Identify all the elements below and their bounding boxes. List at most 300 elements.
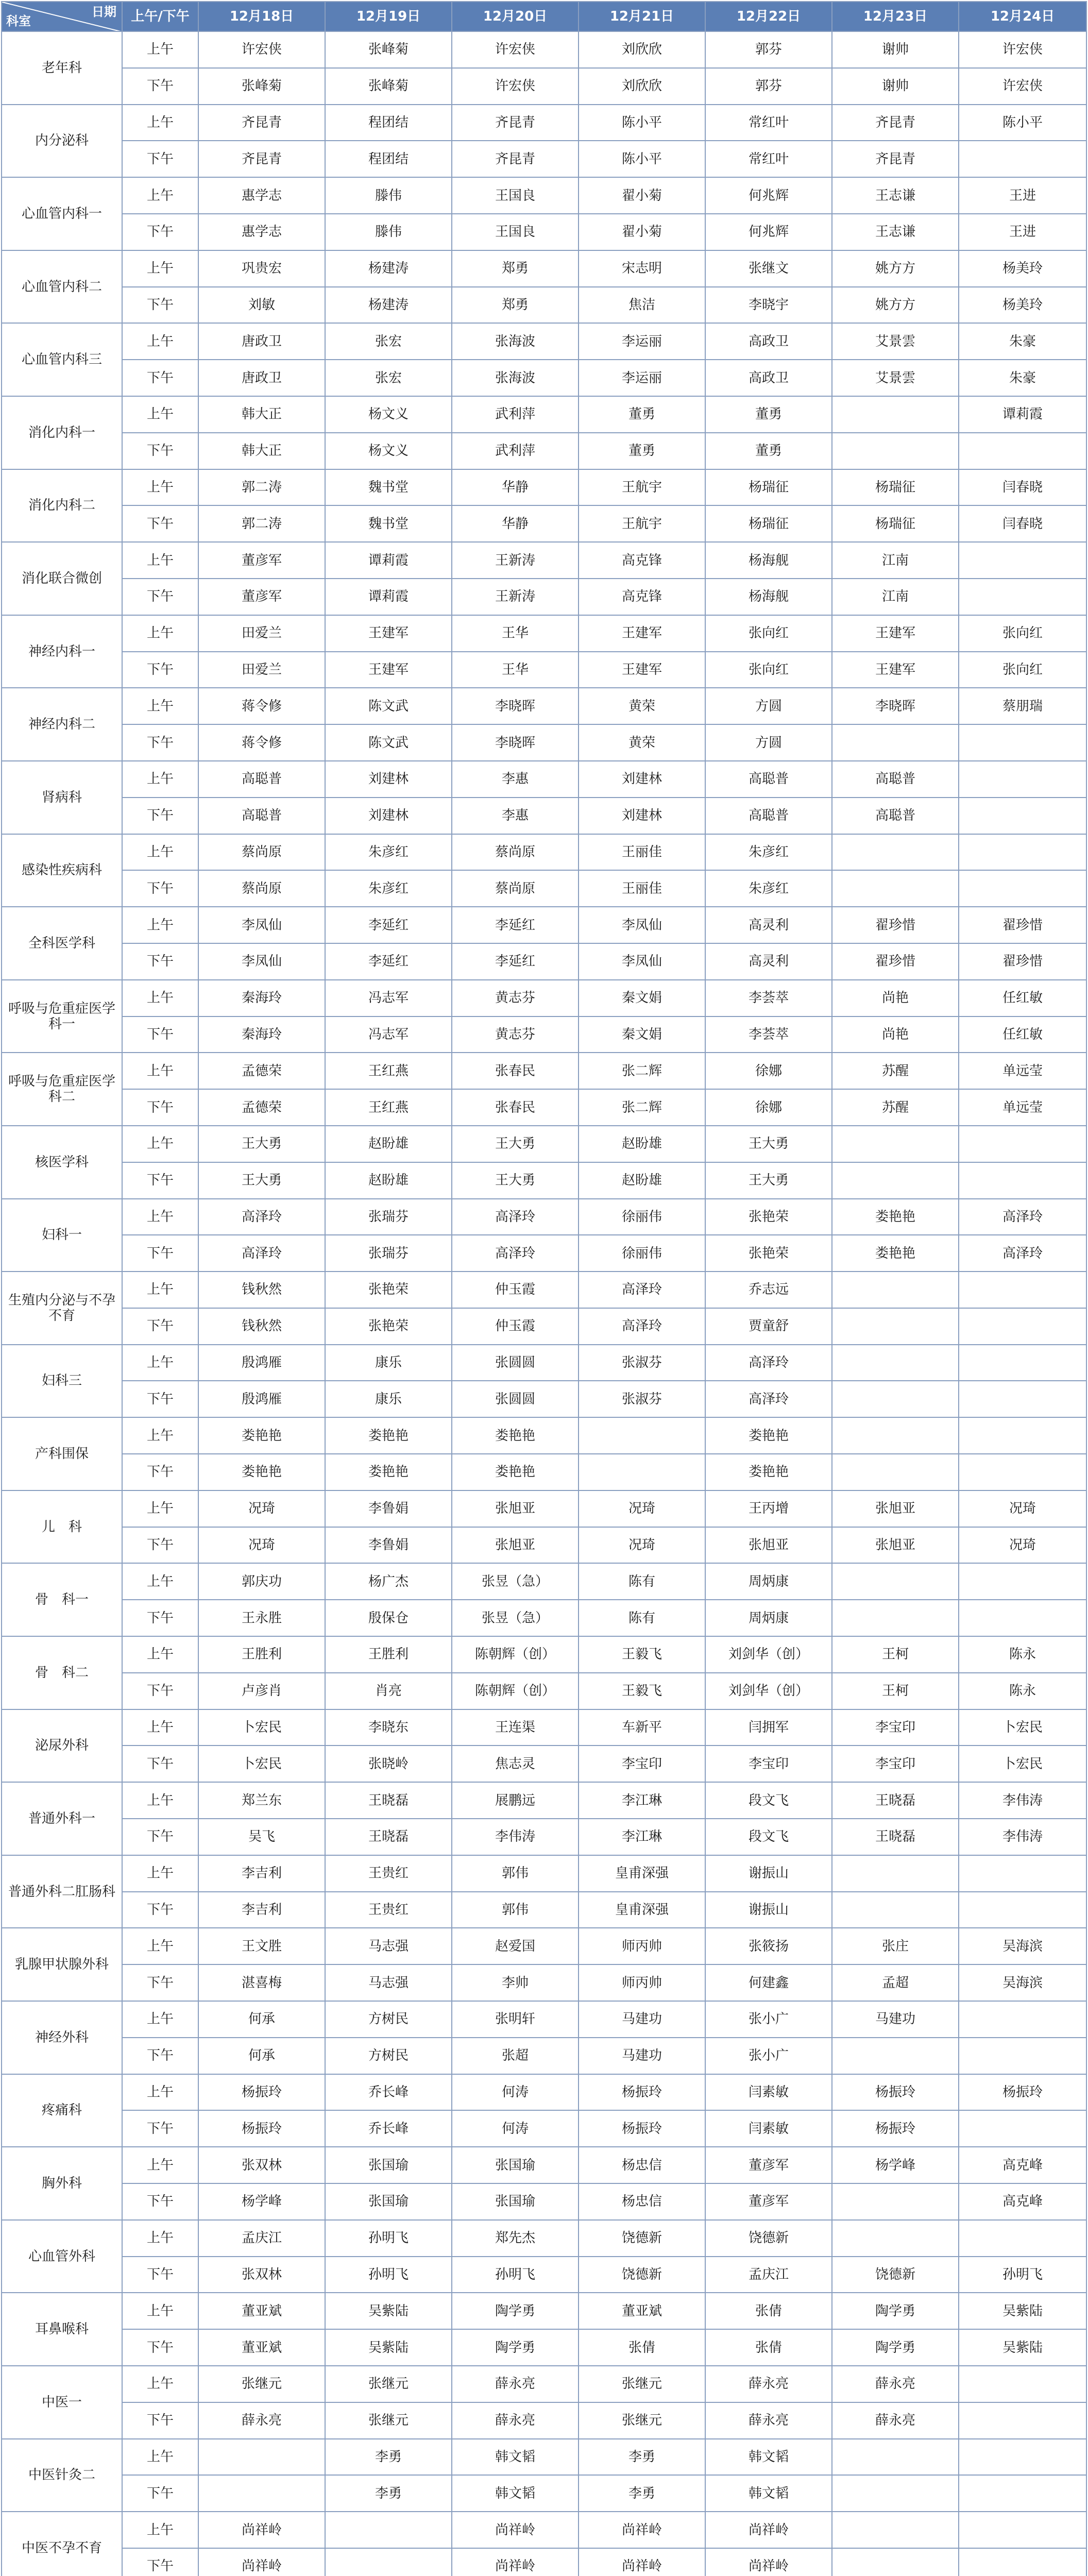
shift-label: 下午	[122, 1673, 198, 1709]
doctor-cell: 卜宏民	[959, 1709, 1086, 1746]
pm-row	[2, 2038, 1086, 2074]
doctor-cell: 尚祥岭	[705, 2548, 832, 2576]
doctor-cell: 李惠	[452, 798, 579, 834]
doctor-cell: 张艳荣	[325, 1308, 452, 1345]
doctor-cell	[832, 1563, 959, 1600]
doctor-cell: 张继元	[579, 2366, 705, 2402]
doctor-cell	[832, 2220, 959, 2257]
doctor-cell: 赵盼雄	[325, 1162, 452, 1199]
doctor-cell	[959, 1563, 1086, 1600]
doctor-cell: 刘剑华（创）	[705, 1636, 832, 1673]
doctor-cell: 李鲁娟	[325, 1490, 452, 1527]
doctor-cell: 李鲁娟	[325, 1527, 452, 1564]
doctor-cell	[579, 1454, 705, 1490]
doctor-cell	[959, 2439, 1086, 2476]
doctor-cell: 许宏侠	[452, 31, 579, 68]
department-name: 心血管内科三	[2, 323, 122, 396]
doctor-cell: 张向红	[705, 615, 832, 652]
am-row	[2, 2439, 1086, 2476]
department-name: 妇科一	[2, 1199, 122, 1272]
doctor-cell: 薛永亮	[452, 2366, 579, 2402]
doctor-cell: 杨文义	[325, 433, 452, 469]
doctor-cell: 李荟萃	[705, 980, 832, 1016]
shift-label: 下午	[122, 1964, 198, 2001]
doctor-cell: 张继元	[325, 2402, 452, 2439]
doctor-cell: 王大勇	[198, 1126, 325, 1162]
doctor-cell: 李晓晖	[452, 688, 579, 724]
doctor-cell: 高政卫	[705, 323, 832, 360]
doctor-cell	[832, 2548, 959, 2576]
am-row	[2, 688, 1086, 724]
pm-row	[2, 870, 1086, 907]
doctor-cell: 董彦军	[705, 2147, 832, 2183]
doctor-cell: 董彦军	[198, 542, 325, 579]
shift-label: 上午	[122, 323, 198, 360]
doctor-cell: 王志谦	[832, 214, 959, 250]
doctor-cell: 杨学峰	[832, 2147, 959, 2183]
doctor-cell: 张峰菊	[325, 31, 452, 68]
doctor-cell: 杨振玲	[959, 2074, 1086, 2111]
doctor-cell: 王国良	[452, 177, 579, 214]
shift-label: 上午	[122, 2439, 198, 2476]
pm-row	[2, 724, 1086, 761]
doctor-cell: 吴紫陆	[325, 2329, 452, 2366]
doctor-cell	[832, 1892, 959, 1928]
doctor-cell: 高聪普	[198, 798, 325, 834]
doctor-cell: 王大勇	[198, 1162, 325, 1199]
doctor-cell: 朱彦红	[705, 834, 832, 871]
pm-row	[2, 1381, 1086, 1417]
doctor-cell	[832, 724, 959, 761]
doctor-cell: 唐政卫	[198, 323, 325, 360]
doctor-cell: 姚方方	[832, 287, 959, 324]
doctor-cell: 陶学勇	[452, 2329, 579, 2366]
shift-label: 下午	[122, 1089, 198, 1126]
department-name: 感染性疾病科	[2, 834, 122, 907]
doctor-cell: 郑兰东	[198, 1782, 325, 1819]
doctor-cell: 王大勇	[705, 1126, 832, 1162]
doctor-cell: 蒋令修	[198, 688, 325, 724]
pm-row	[2, 1235, 1086, 1272]
doctor-cell: 翟小菊	[579, 177, 705, 214]
doctor-cell: 华静	[452, 505, 579, 542]
doctor-cell: 张国瑜	[452, 2183, 579, 2220]
doctor-cell: 尚祥岭	[705, 2512, 832, 2548]
doctor-cell: 李宝印	[832, 1745, 959, 1782]
am-row	[2, 2366, 1086, 2402]
doctor-cell: 王柯	[832, 1673, 959, 1709]
doctor-cell: 王胜利	[198, 1636, 325, 1673]
doctor-cell	[832, 1417, 959, 1454]
doctor-cell	[959, 2001, 1086, 2038]
doctor-cell: 方圆	[705, 724, 832, 761]
am-row	[2, 1345, 1086, 1381]
doctor-cell: 马建功	[832, 2001, 959, 2038]
pm-row	[2, 2548, 1086, 2576]
doctor-cell: 苏醒	[832, 1089, 959, 1126]
doctor-cell: 单远莹	[959, 1089, 1086, 1126]
doctor-cell: 王志谦	[832, 177, 959, 214]
doctor-cell	[959, 2548, 1086, 2576]
doctor-cell: 陈有	[579, 1563, 705, 1600]
doctor-cell: 张旭亚	[705, 1527, 832, 1564]
doctor-cell: 陈文武	[325, 724, 452, 761]
doctor-cell	[959, 1892, 1086, 1928]
doctor-cell: 齐昆青	[832, 141, 959, 177]
shift-label: 下午	[122, 2329, 198, 2366]
doctor-cell	[832, 1381, 959, 1417]
doctor-cell: 饶德新	[705, 2220, 832, 2257]
pm-row	[2, 505, 1086, 542]
am-row	[2, 1417, 1086, 1454]
doctor-cell: 宋志明	[579, 250, 705, 287]
doctor-cell: 娄艳艳	[705, 1454, 832, 1490]
shift-label: 上午	[122, 980, 198, 1016]
doctor-cell: 李勇	[579, 2439, 705, 2476]
pm-row	[2, 360, 1086, 396]
doctor-cell: 师丙帅	[579, 1964, 705, 2001]
pm-row	[2, 1527, 1086, 1564]
doctor-cell	[832, 1162, 959, 1199]
shift-label: 下午	[122, 505, 198, 542]
doctor-cell: 艾景雲	[832, 360, 959, 396]
doctor-cell: 孟庆江	[705, 2257, 832, 2293]
doctor-cell: 娄艳艳	[832, 1199, 959, 1235]
shift-label: 上午	[122, 2366, 198, 2402]
doctor-cell: 刘建林	[325, 761, 452, 798]
am-row	[2, 2001, 1086, 2038]
department-name: 核医学科	[2, 1126, 122, 1199]
doctor-cell: 单远莹	[959, 1053, 1086, 1089]
doctor-cell: 李勇	[579, 2475, 705, 2512]
doctor-cell: 李运丽	[579, 323, 705, 360]
doctor-cell: 华静	[452, 469, 579, 506]
doctor-cell: 闫素敏	[705, 2074, 832, 2111]
doctor-cell: 杨振玲	[832, 2110, 959, 2147]
doctor-cell: 孙明飞	[452, 2257, 579, 2293]
doctor-cell: 常红叶	[705, 105, 832, 141]
doctor-cell: 薛永亮	[832, 2366, 959, 2402]
doctor-cell: 王贵红	[325, 1855, 452, 1892]
department-name: 神经内科一	[2, 615, 122, 688]
doctor-cell: 杨振玲	[198, 2110, 325, 2147]
pm-row	[2, 2257, 1086, 2293]
shift-label: 下午	[122, 1819, 198, 1855]
doctor-cell: 王航宇	[579, 505, 705, 542]
doctor-cell: 李凤仙	[579, 943, 705, 980]
doctor-cell: 方圆	[705, 688, 832, 724]
doctor-cell: 张继文	[705, 250, 832, 287]
doctor-cell: 张国瑜	[452, 2147, 579, 2183]
doctor-cell: 况琦	[579, 1527, 705, 1564]
doctor-cell: 董勇	[579, 396, 705, 433]
shift-label: 下午	[122, 1600, 198, 1636]
doctor-cell: 杨忠信	[579, 2147, 705, 2183]
doctor-cell: 闫春晓	[959, 469, 1086, 506]
shift-label: 下午	[122, 943, 198, 980]
doctor-cell: 王进	[959, 214, 1086, 250]
doctor-cell: 何涛	[452, 2074, 579, 2111]
doctor-cell: 杨振玲	[832, 2074, 959, 2111]
doctor-cell: 薛永亮	[832, 2402, 959, 2439]
doctor-cell: 杨海舰	[705, 542, 832, 579]
doctor-cell: 蔡朋瑞	[959, 688, 1086, 724]
doctor-cell: 张春民	[452, 1089, 579, 1126]
doctor-cell: 高泽玲	[198, 1199, 325, 1235]
doctor-cell: 高克峰	[959, 2147, 1086, 2183]
doctor-cell: 张春民	[452, 1053, 579, 1089]
doctor-cell: 王毅飞	[579, 1673, 705, 1709]
doctor-cell: 钱秋然	[198, 1308, 325, 1345]
doctor-cell: 仲玉霞	[452, 1272, 579, 1308]
pm-row	[2, 652, 1086, 688]
date-header: 12月23日	[832, 2, 959, 31]
shift-label: 下午	[122, 579, 198, 615]
doctor-cell: 韩大正	[198, 396, 325, 433]
doctor-cell: 韩文韬	[452, 2439, 579, 2476]
doctor-cell: 黄志芬	[452, 980, 579, 1016]
doctor-cell: 肖亮	[325, 1673, 452, 1709]
shift-label: 上午	[122, 1126, 198, 1162]
doctor-cell: 杨学峰	[198, 2183, 325, 2220]
doctor-cell: 张倩	[705, 2293, 832, 2329]
doctor-cell: 吴海滨	[959, 1928, 1086, 1964]
doctor-cell: 李凤仙	[198, 907, 325, 943]
doctor-cell: 尚艳	[832, 1016, 959, 1053]
doctor-cell: 张继元	[325, 2366, 452, 2402]
doctor-cell: 况琦	[579, 1490, 705, 1527]
doctor-cell: 高聪普	[832, 761, 959, 798]
doctor-cell: 李延红	[325, 907, 452, 943]
am-row	[2, 250, 1086, 287]
pm-row	[2, 2329, 1086, 2366]
doctor-cell: 朱彦红	[325, 834, 452, 871]
doctor-cell: 杨振玲	[198, 2074, 325, 2111]
date-header: 12月20日	[452, 2, 579, 31]
doctor-cell: 苏醒	[832, 1053, 959, 1089]
doctor-cell: 田爱兰	[198, 615, 325, 652]
doctor-cell: 卜宏民	[959, 1745, 1086, 1782]
doctor-cell	[959, 1345, 1086, 1381]
doctor-cell: 翟珍惜	[959, 943, 1086, 980]
doctor-cell: 陈永	[959, 1673, 1086, 1709]
doctor-cell: 尚祥岭	[452, 2512, 579, 2548]
doctor-cell: 高灵利	[705, 907, 832, 943]
doctor-cell: 刘剑华（创）	[705, 1673, 832, 1709]
shift-label: 上午	[122, 834, 198, 871]
department-name: 骨 科二	[2, 1636, 122, 1709]
doctor-cell: 孙明飞	[325, 2220, 452, 2257]
doctor-cell: 马志强	[325, 1964, 452, 2001]
doctor-cell	[832, 2038, 959, 2074]
doctor-cell: 皇甫深强	[579, 1892, 705, 1928]
doctor-cell: 孙明飞	[959, 2257, 1086, 2293]
doctor-cell: 张倩	[579, 2329, 705, 2366]
shift-label: 上午	[122, 542, 198, 579]
doctor-cell: 何兆辉	[705, 177, 832, 214]
doctor-cell: 郭伟	[452, 1892, 579, 1928]
doctor-cell: 赵爱国	[452, 1928, 579, 1964]
doctor-cell: 仲玉霞	[452, 1308, 579, 1345]
shift-label: 下午	[122, 1892, 198, 1928]
department-name: 妇科三	[2, 1345, 122, 1418]
doctor-cell: 王国良	[452, 214, 579, 250]
doctor-cell: 谢振山	[705, 1855, 832, 1892]
doctor-cell: 刘敏	[198, 287, 325, 324]
doctor-cell: 张峰菊	[325, 68, 452, 105]
department-name: 消化内科二	[2, 469, 122, 543]
doctor-cell: 武利萍	[452, 396, 579, 433]
pm-row	[2, 579, 1086, 615]
doctor-cell: 李惠	[452, 761, 579, 798]
doctor-cell	[832, 2475, 959, 2512]
doctor-cell: 冯志军	[325, 980, 452, 1016]
doctor-cell: 朱彦红	[325, 870, 452, 907]
doctor-cell: 蒋令修	[198, 724, 325, 761]
am-row	[2, 615, 1086, 652]
doctor-cell	[959, 1381, 1086, 1417]
shift-label: 下午	[122, 1162, 198, 1199]
am-row	[2, 2220, 1086, 2257]
doctor-cell: 张瑞芬	[325, 1235, 452, 1272]
department-name: 儿 科	[2, 1490, 122, 1564]
date-header: 12月19日	[325, 2, 452, 31]
doctor-cell: 张海波	[452, 323, 579, 360]
doctor-cell: 娄艳艳	[325, 1417, 452, 1454]
doctor-cell: 陈有	[579, 1600, 705, 1636]
shift-label: 上午	[122, 1272, 198, 1308]
doctor-cell: 张淑芬	[579, 1345, 705, 1381]
doctor-cell: 常红叶	[705, 141, 832, 177]
pm-row	[2, 433, 1086, 469]
doctor-cell: 赵盼雄	[579, 1126, 705, 1162]
doctor-cell: 杨海舰	[705, 579, 832, 615]
doctor-cell: 王新涛	[452, 579, 579, 615]
doctor-cell: 王丽佳	[579, 834, 705, 871]
doctor-cell: 孟德荣	[198, 1053, 325, 1089]
pm-row	[2, 1600, 1086, 1636]
doctor-cell: 李帅	[452, 1964, 579, 2001]
doctor-cell: 张旭亚	[452, 1490, 579, 1527]
doctor-cell: 郭庆功	[198, 1563, 325, 1600]
doctor-cell: 薛永亮	[198, 2402, 325, 2439]
doctor-cell: 王红燕	[325, 1053, 452, 1089]
doctor-cell: 李勇	[325, 2475, 452, 2512]
shift-column-header: 上午/下午	[122, 2, 198, 31]
doctor-cell: 张小广	[705, 2001, 832, 2038]
am-row	[2, 907, 1086, 943]
doctor-cell	[959, 1272, 1086, 1308]
department-name: 中医不孕不育	[2, 2512, 122, 2576]
doctor-cell: 齐昆青	[198, 141, 325, 177]
doctor-cell: 康乐	[325, 1345, 452, 1381]
doctor-cell: 翟珍惜	[832, 943, 959, 980]
shift-label: 上午	[122, 1199, 198, 1235]
doctor-cell: 程团结	[325, 141, 452, 177]
doctor-cell: 娄艳艳	[452, 1417, 579, 1454]
doctor-cell: 闫拥军	[705, 1709, 832, 1746]
shift-label: 下午	[122, 2402, 198, 2439]
am-row	[2, 177, 1086, 214]
department-name: 骨 科一	[2, 1563, 122, 1636]
doctor-cell: 朱豪	[959, 360, 1086, 396]
doctor-cell: 饶德新	[832, 2257, 959, 2293]
doctor-cell: 薛永亮	[705, 2402, 832, 2439]
shift-label: 下午	[122, 2038, 198, 2074]
doctor-cell: 郭二涛	[198, 469, 325, 506]
doctor-cell: 王毅飞	[579, 1636, 705, 1673]
doctor-cell: 刘建林	[579, 761, 705, 798]
shift-label: 上午	[122, 1417, 198, 1454]
doctor-cell: 吴飞	[198, 1819, 325, 1855]
doctor-cell: 李延红	[325, 943, 452, 980]
doctor-cell: 谢振山	[705, 1892, 832, 1928]
shift-label: 下午	[122, 724, 198, 761]
doctor-cell: 高泽玲	[579, 1272, 705, 1308]
shift-label: 上午	[122, 615, 198, 652]
shift-label: 上午	[122, 1490, 198, 1527]
doctor-cell	[959, 2475, 1086, 2512]
doctor-cell: 师丙帅	[579, 1928, 705, 1964]
shift-label: 上午	[122, 2512, 198, 2548]
department-name: 普通外科一	[2, 1782, 122, 1855]
doctor-cell: 杨瑞征	[832, 469, 959, 506]
doctor-cell	[959, 2366, 1086, 2402]
doctor-cell: 郑勇	[452, 250, 579, 287]
pm-row	[2, 1016, 1086, 1053]
doctor-cell: 段文飞	[705, 1782, 832, 1819]
shift-label: 上午	[122, 1563, 198, 1600]
doctor-cell: 陈朝辉（创）	[452, 1673, 579, 1709]
am-row	[2, 1053, 1086, 1089]
date-header: 12月18日	[198, 2, 325, 31]
doctor-cell	[832, 1272, 959, 1308]
department-name: 胸外科	[2, 2147, 122, 2220]
shift-label: 上午	[122, 1928, 198, 1964]
doctor-cell: 任红敏	[959, 980, 1086, 1016]
am-row	[2, 761, 1086, 798]
doctor-cell: 况琦	[959, 1527, 1086, 1564]
doctor-cell: 郭二涛	[198, 505, 325, 542]
doctor-cell: 张宏	[325, 360, 452, 396]
department-name: 呼吸与危重症医学科二	[2, 1053, 122, 1126]
shift-label: 上午	[122, 105, 198, 141]
doctor-cell: 张二辉	[579, 1053, 705, 1089]
doctor-cell: 张小广	[705, 2038, 832, 2074]
doctor-cell: 何涛	[452, 2110, 579, 2147]
doctor-cell: 田爱兰	[198, 652, 325, 688]
doctor-cell: 孟德荣	[198, 1089, 325, 1126]
doctor-cell: 许宏侠	[452, 68, 579, 105]
doctor-cell: 吴海滨	[959, 1964, 1086, 2001]
date-header: 12月22日	[705, 2, 832, 31]
doctor-cell: 车新平	[579, 1709, 705, 1746]
doctor-cell	[959, 1417, 1086, 1454]
department-name: 耳鼻喉科	[2, 2293, 122, 2366]
doctor-cell: 方树民	[325, 2038, 452, 2074]
doctor-cell: 何兆辉	[705, 214, 832, 250]
shift-label: 上午	[122, 31, 198, 68]
doctor-cell: 皇甫深强	[579, 1855, 705, 1892]
doctor-cell: 陈朝辉（创）	[452, 1636, 579, 1673]
doctor-cell: 况琦	[959, 1490, 1086, 1527]
doctor-cell: 李运丽	[579, 360, 705, 396]
doctor-cell: 杨建涛	[325, 287, 452, 324]
doctor-cell: 郭芬	[705, 31, 832, 68]
doctor-cell: 张倩	[705, 2329, 832, 2366]
doctor-cell: 何建鑫	[705, 1964, 832, 2001]
doctor-cell: 况琦	[198, 1527, 325, 1564]
